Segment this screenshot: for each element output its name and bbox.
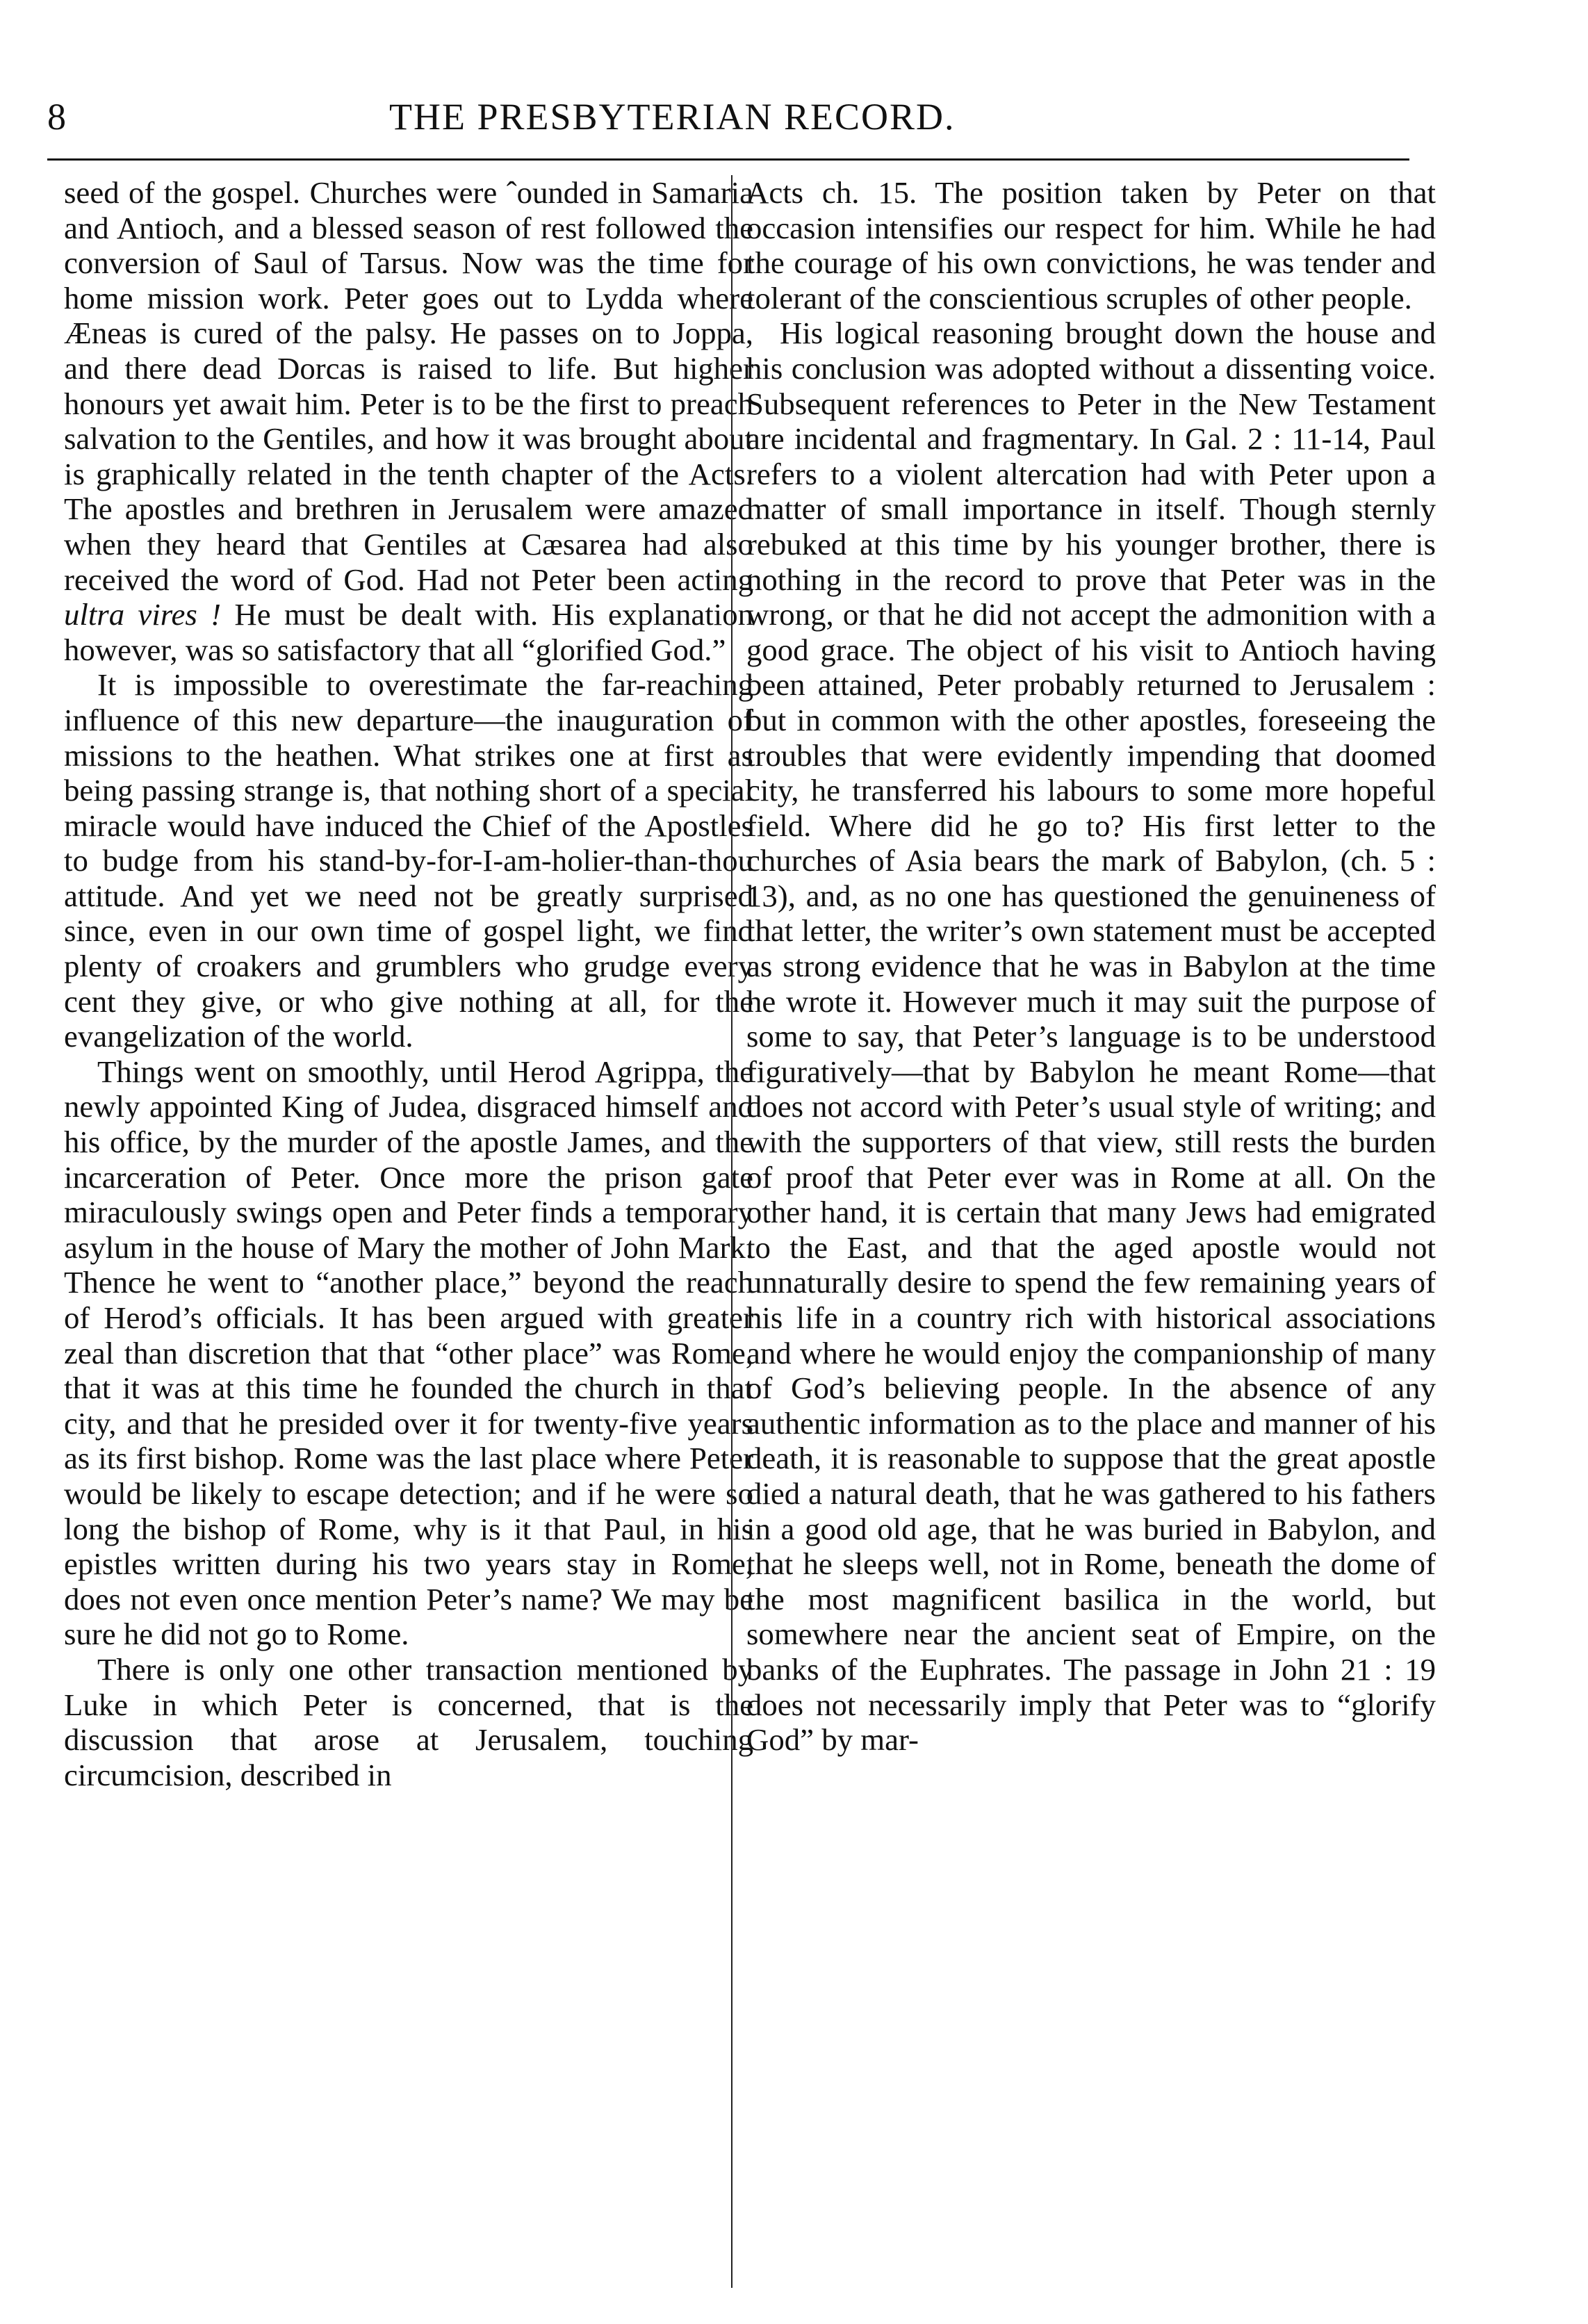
header-rule [47, 158, 1409, 161]
paragraph: Acts ch. 15. The position taken by Peter on that occasion intensifies our respect for him. While he had the courage of his own convictions, he was tender and tolerant of the conscientious scruples of other people. [746, 175, 1436, 316]
paragraph: His logical reasoning brought down the house and his conclusion was adopted without a dissenting voice. Subsequent references to Peter in the New Testament are incidental and fragmentary. In Gal. 2 : 11-14, Paul refers to a violent altercation had with Peter upon a matter of small importance in itself. Though sternly rebuked at this time by his younger brother, there is nothing in the record to prove that Peter was in the wrong, or that he did not accept the admonition with a good grace. The object of his visit to Antioch having been attained, Peter probably returned to Jerusalem : but in common with the other apostles, foreseeing the troubles that were evidently impending that doomed city, he transferred his labours to some more hopeful field. Where did he go to? His first letter to the churches of Asia bears the mark of Babylon, (ch. 5 : 13), and, as no one has questioned the genuineness of that letter, the writer’s own statement must be accepted as strong evidence that he was in Babylon at the time he wrote it. However much it may suit the purpose of some to say, that Peter’s language is to be understood figuratively—that by Babylon he meant Rome—that does not accord with Peter’s usual style of writing; and with the supporters of that view, still rests the burden of proof that Peter ever was in Rome at all. On the other hand, it is certain that many Jews had emigrated to the East, and that the aged apostle would not unnaturally desire to spend the few remaining years of his life in a country rich with historical associations and where he would enjoy the companionship of many of God’s believing people. In the absence of any authentic information as to the place and manner of his death, it is reasonable to suppose that the great apostle died a natural death, that he was gathered to his fathers in a good old age, that he was buried in Babylon, and that he sleeps well, not in Rome, beneath the dome of the most magnificent basilica in the world, but somewhere near the ancient seat of Empire, on the banks of the Euphrates. The passage in John 21 : 19 does not necessarily imply that Peter was to “glorify God” by mar- [746, 316, 1436, 1758]
paragraph: It is impossible to overestimate the far-reaching influence of this new departure—the inauguration of missions to the heathen. What strikes one at first as being passing strange is, that nothing short of a special miracle would have induced the Chief of the Apostles to budge from his stand-by-for-I-am-holier-than-thou attitude. And yet we need not be greatly surprised since, even in our own time of gospel light, we find plenty of croakers and grumblers who grudge every cent they give, or who give nothing at all, for the evangelization of the world. [64, 667, 753, 1054]
italic-phrase: ultra vires ! [64, 597, 222, 632]
right-column [746, 175, 1436, 1758]
column-divider [731, 175, 732, 2288]
left-column [64, 175, 753, 1792]
running-head-title: THE PRESBYTERIAN RECORD. [389, 96, 956, 138]
paragraph: There is only one other transaction mentioned by Luke in which Peter is concerned, that is the discussion that arose at Jerusalem, touching circumcision, described in [64, 1651, 753, 1792]
paragraph-text: seed of the gospel. Churches were ˆounded in Samaria and Antioch, and a blessed season of rest followed the conversion of Saul of Tarsus. Now was the time for home mission work. Peter goes out to Lydda where Æneas is cured of the palsy. He passes on to Joppa, and there dead Dorcas is raised to life. But higher honours yet await him. Peter is to be the first to preach salvation to the Gentiles, and how it was brought about is graphically related in the tenth chapter of the Acts. The apostles and brethren in Jerusalem were amazed when they heard that Gentiles at Cæsarea had also received the word of God. Had not Peter been acting [64, 175, 753, 597]
paragraph-text: He must be dealt with. His explanation however, was so satisfactory that all “glorified God.” [64, 597, 753, 667]
paragraph: Things went on smoothly, until Herod Agrippa, the newly appointed King of Judea, disgraced himself and his office, by the murder of the apostle James, and the incarceration of Peter. Once more the prison gate miraculously swings open and Peter finds a temporary asylum in the house of Mary the mother of John Mark. Thence he went to “another place,” beyond the reach of Herod’s officials. It has been argued with greater zeal than discretion that that “other place” was Rome, that it was at this time he founded the church in that city, and that he presided over it for twenty-five years as its first bishop. Rome was the last place where Peter would be likely to escape detection; and if he were so long the bishop of Rome, why is it that Paul, in his epistles written during his two years stay in Rome, does not even once mention Peter’s name? We may be sure he did not go to Rome. [64, 1054, 753, 1652]
paragraph [64, 175, 753, 667]
page-number: 8 [47, 96, 66, 138]
